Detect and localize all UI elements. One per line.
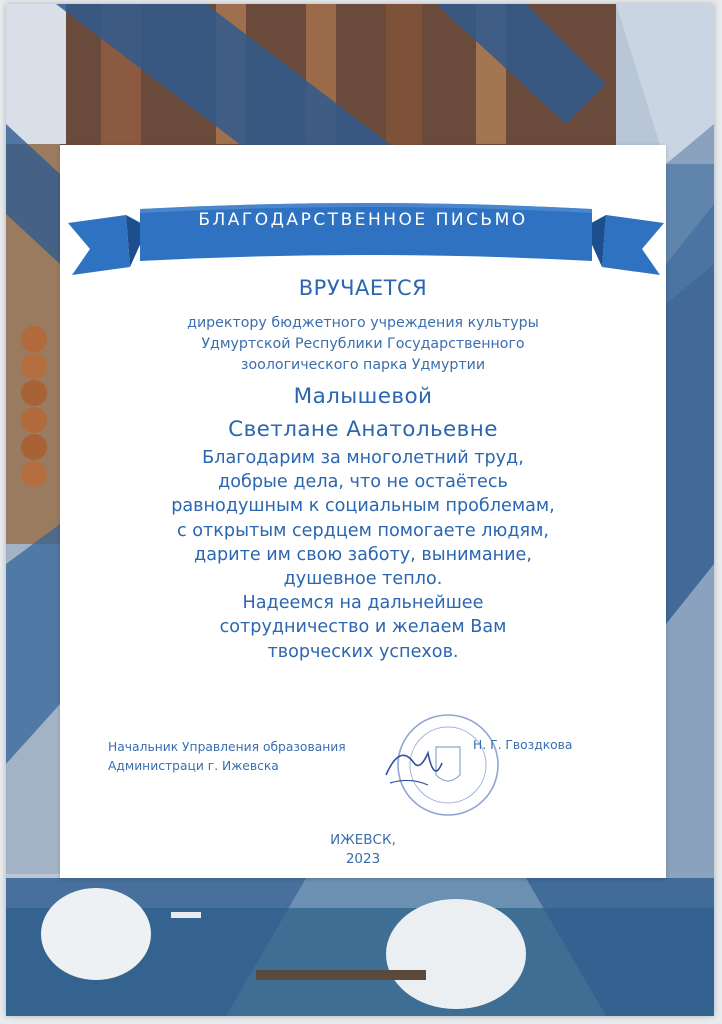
signer-title-line: Администраци г. Ижевска: [108, 759, 279, 773]
year: 2023: [345, 851, 381, 867]
recipient-position-line: Удмуртской Республики Государственного: [201, 336, 525, 352]
signer-name: Н. Г. Гвоздкова: [473, 738, 573, 752]
message-line: сотрудничество и желаем Вам: [219, 617, 507, 638]
recipient-position: [120, 313, 606, 376]
message-line: добрые дела, что не остаётесь: [218, 472, 508, 493]
message-line: с открытым сердцем помогаете людям,: [177, 520, 549, 541]
place-and-date: [60, 831, 666, 869]
message-line: душевное тепло.: [283, 569, 443, 590]
certificate-sheet: [6, 4, 714, 1016]
document-title: БЛАГОДАРСТВЕННОЕ ПИСЬМО: [198, 210, 528, 230]
recipient-position-line: директору бюджетного учреждения культуры: [187, 315, 539, 331]
signer-title: [108, 738, 368, 776]
message-line: Благодарим за многолетний труд,: [202, 448, 524, 468]
message-line: творческих успехов.: [267, 641, 459, 662]
signer-title-line: Начальник Управления образования: [108, 740, 346, 754]
message-line: дарите им свою заботу, вынимание,: [194, 544, 532, 565]
letter-card: [60, 145, 666, 878]
official-stamp: [376, 713, 516, 818]
recipient-surname: Малышевой: [293, 384, 433, 409]
recipient-position-line: зоологического парка Удмуртии: [240, 357, 486, 373]
message-line: Надеемся на дальнейшее: [242, 593, 484, 614]
message-line: равнодушным к социальным проблемам,: [171, 496, 555, 517]
gratitude-message: [100, 446, 626, 664]
recipient-given-names: Светлане Анатольевне: [228, 417, 498, 442]
city: ИЖЕВСК,: [330, 832, 396, 848]
awarded-heading: ВРУЧАЕТСЯ: [298, 276, 428, 300]
